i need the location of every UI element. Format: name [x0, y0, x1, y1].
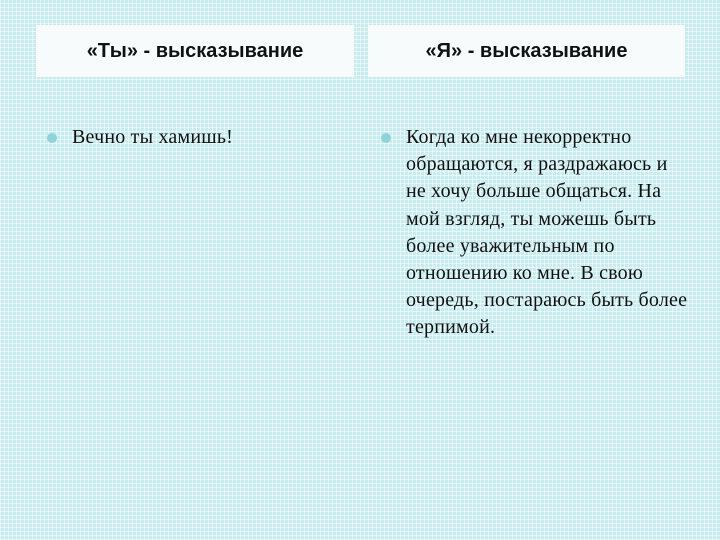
- i-statement-example: Когда ко мне некорректно обращаются, я раздражаюсь и не хочу больше общаться. На мой взгляд, ты можешь быть более уважительным по отношению ко мне. В свою очередь, постараюсь быть более терпимой.: [406, 126, 688, 339]
- you-statement-column: [47, 124, 347, 151]
- list-item: [47, 124, 347, 151]
- you-statement-example: Вечно ты хамишь!: [72, 126, 234, 148]
- header-you-statement-label: «Ты» - высказывание: [86, 39, 304, 62]
- list-item: [381, 124, 691, 342]
- bullet-dot-icon: [47, 133, 57, 143]
- bullet-dot-icon: [381, 133, 391, 143]
- i-statement-column: [381, 124, 691, 342]
- header-i-statement-label: «Я» - высказывание: [425, 39, 628, 62]
- header-you-statement: [36, 25, 354, 77]
- header-i-statement: [368, 25, 685, 77]
